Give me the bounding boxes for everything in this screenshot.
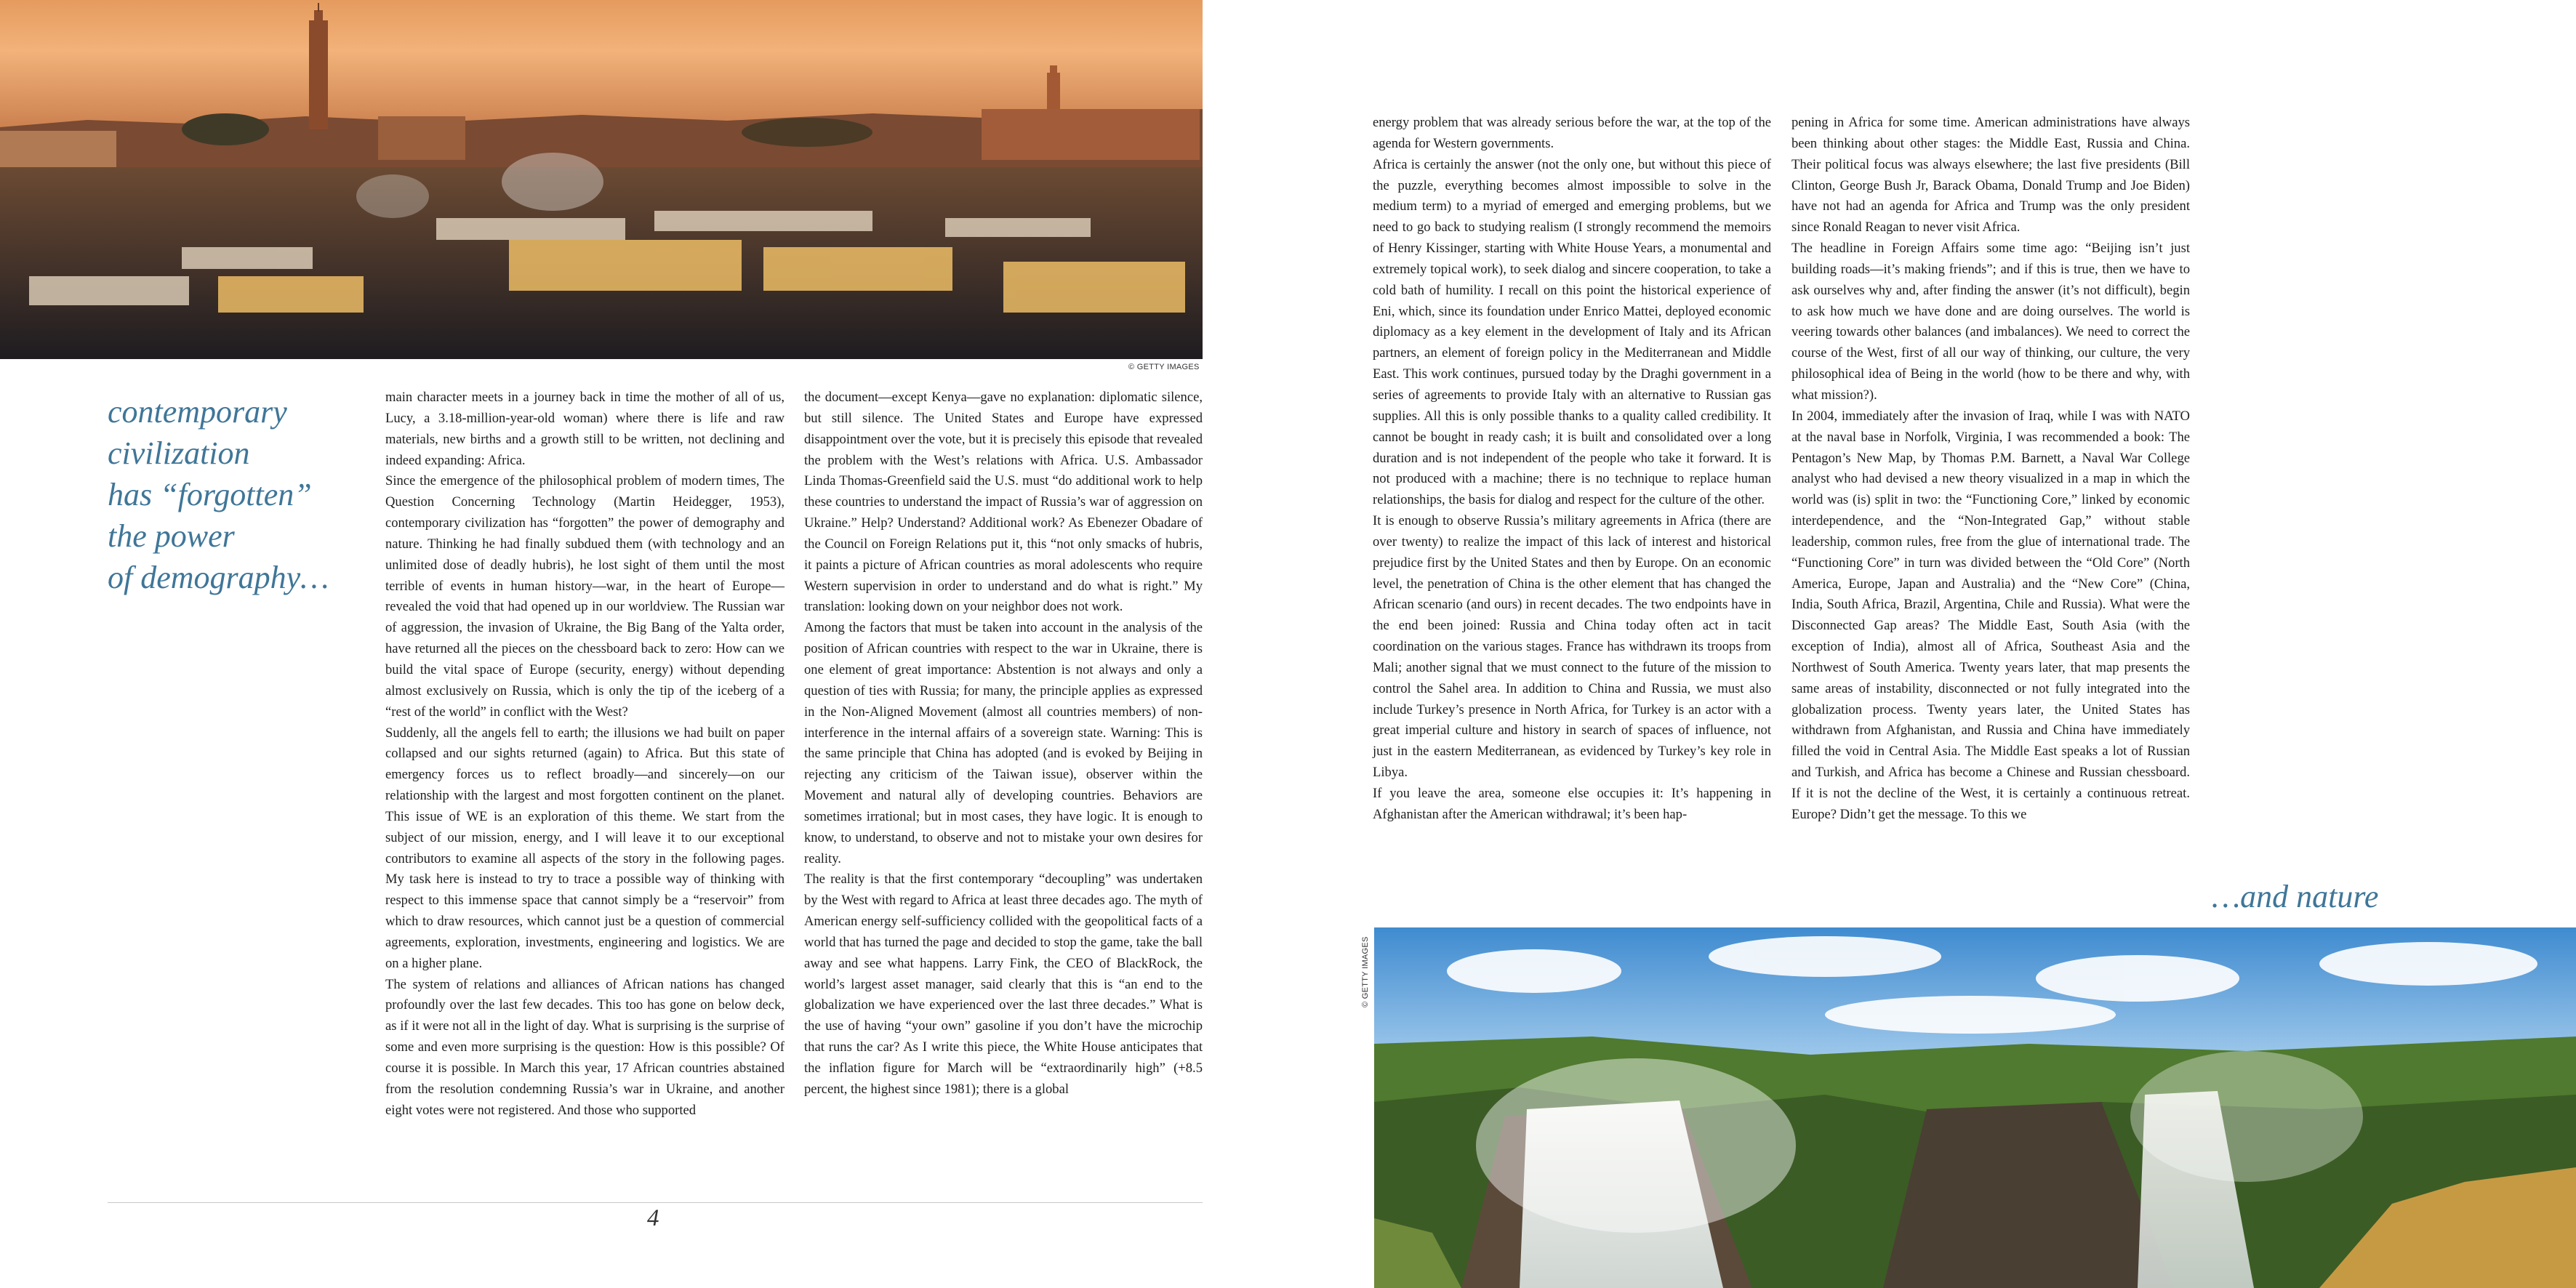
page-number: 4 — [647, 1205, 659, 1231]
pull-quote-nature: …and nature — [2212, 879, 2379, 914]
paragraph: main character meets in a journey back in time the mother of all of us, Lucy, a 3.18-million-year-old woman) where there is life and raw materials, new births and a growth still to be written, not declining and indeed expanding: Africa. — [385, 390, 785, 468]
paragraph: In 2004, immediately after the invasion of Iraq, while I was with NATO at the naval base in Norfolk, Virginia, I was recommended a book: The Pentagon’s New Map, by Thomas P.M. Barnett, a Naval War College analyst who had devised a new theory visualized in a map in which the world was (is) split in two: the “Functioning Core,” linked by economic interdependence, and the “Non-Integrated Gap,” without stable leadership, common rules, free from the glue of international trade. The “Functioning Core” in turn was divided between the “Old Core” (North America, Europe, Japan and Australia) and the “New Core” (China, India, South Africa, Brazil, Argentina, Chile and Russia). What were the Disconnected Gap areas? The Middle East, South Asia (with the exception of India), almost all of Africa, Southeast Asia and the Northwest of South America. Twenty years later, that map presents the same areas of instability, disconnected or not fully integrated into the globalization process. Twenty years later, the United States has withdrawn from Afghanistan, and Russia and China have immediately filled the void in Central Asia. The Middle East speaks a lot of Russian and Turkish, and Africa has become a Chinese and Russian chessboard. If it is not the decline of the West, it is certainly a continuous retreat. Europe? Didn’t get the message. To this we — [1791, 408, 2190, 822]
paragraph: The headline in Foreign Affairs some time ago: “Beijing isn’t just building roads—it’s making friends”; and if this is true, then we have to ask ourselves why and, after finding the answer (it’s not difficult), begin to ask how much we have done and are doing ourselves. The world is veering towards other balances (and imbalances). We need to correct the course of the West, first of all our way of thinking, our culture, the very philosophical idea of Being in the world (how to be there and why, with what mission?). — [1791, 241, 2190, 403]
text-column-1 — [385, 387, 785, 1122]
pull-quote-demography — [108, 391, 329, 598]
text-column-2 — [804, 387, 1203, 1100]
pull-quote-line: civilization — [108, 435, 250, 471]
marrakech-square-photo — [0, 0, 1203, 359]
paragraph: pening in Africa for some time. American administrations have always been thinking about other stages: the Middle East, Russia and China. Their political focus was always elsewhere; the last five presidents (Bill Clinton, George Bush Jr, Barack Obama, Donald Trump and Joe Biden) have not had an agenda for Africa and Trump was the only president since Ronald Reagan to never visit Africa. — [1791, 115, 2190, 236]
footer-rule — [108, 1202, 1203, 1203]
paragraph: The system of relations and alliances of African nations has changed profoundly over the last few decades. This too has gone on below deck, as if it were not all in the light of day. What is surprising is the surprise of some and even more surprising is the question: How is this possible? Of course it is possible. In March this year, 17 African countries abstained from the resolution condemning Russia’s war in Ukraine, and another eight votes were not registered. And those who supported — [385, 976, 785, 1118]
paragraph: Since the emergence of the philosophical problem of modern times, The Question Concerning Technology (Martin Heidegger, 1953), contemporary civilization has “forgotten” the power of demography and nature. Thinking he had finally subdued them (with technology and an unlimited dose of deadly hubris), he lost sight of them until the most terrible of events in human history—war, in the heart of Europe—revealed the void that had opened up in our worldview. The Russian war of aggression, the invasion of Ukraine, the Big Bang of the Yalta order, have returned all the pieces on the chessboard back to zero: How can we build the vital space of Europe (security, energy) without depending almost exclusively on Russia, which is only the tip of the iceberg of a “rest of the world” in conflict with the West? — [385, 473, 785, 720]
paragraph: The reality is that the first contemporary “decoupling” was undertaken by the West with regard to Africa at least three decades ago. The myth of American energy self-sufficiency collided with the geopolitical facts of a world that has turned the page and decided to stop the game, take the ball away and see what happens. Larry Fink, the CEO of BlackRock, the world’s largest asset manager, said clearly that this is “an end to the globalization we have experienced over the last three decades.” What is the use of having “your own” gasoline if you don’t have the microchip that runs the car? As I write this piece, the White House anticipates that the inflation figure for March will be “extraordinarily high” (+8.5 percent, the highest since 1981); there is a global — [804, 872, 1203, 1097]
paragraph: Africa is certainly the answer (not the only one, but without this piece of the puzzle, everything becomes almost impossible to solve in the medium term) to a myriad of emerged and emerging problems, but we need to go back to studying realism (I strongly recommend the memoirs of Henry Kissinger, starting with White House Years, a monumental and extremely topical work), to seek dialog and sincere cooperation, to take a cold bath of humility. I recall on this point the historical experience of Eni, which, since its foundation under Enrico Mattei, deployed economic diplomacy as a key element in the development of Italy and its African partners, an element of foreign policy in the Mediterranean and Middle East. This work continues, pursued today by the Draghi government in a series of agreements to provide Italy with an alternative to Russian gas supplies. All this is only possible thanks to a quality called credibility. It cannot be bought in ready cash; it is built and consolidated over a long duration and is not independent of the people who take it forward. It is not produced with a machine; there is no technique to replace human relationships, the basis for dialog and respect for the culture of the other. — [1373, 156, 1771, 508]
text-column-4 — [1791, 113, 2190, 826]
pull-quote-line: the power — [108, 518, 235, 554]
pull-quote-line: has “forgotten” — [108, 477, 312, 512]
paragraph: Suddenly, all the angels fell to earth; the illusions we had built on paper collapsed and our sights returned (again) to Africa. But this state of emergency forces us to reflect broadly—and sincerely—on our relationship with the largest and most forgotten continent on the planet. This issue of WE is an exploration of this theme. We start from the subject of our mission, energy, and I will leave it to our exceptional contributors to examine all aspects of the story in the following pages. My task here is instead to try to trace a possible way of thinking with respect to this immense space that cannot simply be a “reservoir” from which to draw resources, which cannot just be a question of commercial agreements, exploration, investments, engineering and logistics. We are on a higher plane. — [385, 725, 785, 971]
photo-credit: © GETTY IMAGES — [1128, 363, 1200, 371]
pull-quote-line: of demography… — [108, 560, 329, 595]
paragraph: the document—except Kenya—gave no explanation: diplomatic silence, but still silence. The United States and Europe have expressed disappointment over the vote, but it is precisely this episode that revealed the problem with the West’s relations with Africa. U.S. Ambassador Linda Thomas-Greenfield said the U.S. must “do additional work to help these countries to understand the impact of Russia’s war of aggression on Ukraine.” Help? Understand? Additional work? As Ebenezer Obadare of the Council on Foreign Relations put it, this “not only smacks of hubris, it paints a picture of African countries as moral adolescents who require Western supervision in order to understand and do what is right.” My translation: looking down on your neighbor does not work. — [804, 390, 1203, 615]
photo-credit: © GETTY IMAGES — [1361, 936, 1370, 1007]
marrakech-square-illustration — [0, 0, 1203, 359]
pull-quote-line: contemporary — [108, 394, 287, 430]
waterfall-photo — [1374, 927, 2576, 1288]
text-column-3 — [1373, 113, 1771, 826]
waterfall-illustration — [1374, 927, 2576, 1288]
paragraph: energy problem that was already serious before the war, at the top of the agenda for Western governments. — [1373, 115, 1771, 151]
paragraph: If you leave the area, someone else occupies it: It’s happening in Afghanistan after the American withdrawal; it’s been hap- — [1373, 786, 1771, 822]
paragraph: It is enough to observe Russia’s military agreements in Africa (there are over twenty) to realize the impact of this lack of interest and historical prejudice first by the United States and then by Europe. On an economic level, the penetration of China is the other element that has changed the African scenario (and ours) in recent decades. The two endpoints have in the end been joined: Russia and China today often act in tacit coordination on the various stages. France has withdrawn its troops from Mali; another signal that we must connect to the future of the mission to control the Sahel area. In addition to China and Russia, we must also include Turkey’s presence in North Africa, for Turkey is an actor with a great imperial culture and history in search of spaces of influence, not just in the eastern Mediterranean, as evidenced by Turkey’s key role in Libya. — [1373, 513, 1771, 781]
paragraph: Among the factors that must be taken into account in the analysis of the position of African countries with respect to the war in Ukraine, there is one element of great importance: Abstention is not always and only a question of ties with Russia; for many, the principle applies as expressed in the Non-Aligned Movement (almost all countries members) of non-interference in the internal affairs of a sovereign state. Warning: This is the same principle that China has adopted (and is evoked by Beijing in rejecting any criticism of the Taiwan issue), observer within the Movement and natural ally of developing countries. Behaviors are sometimes irrational; but in most cases, they have logic. It is enough to know, to understand, to observe and not to mistake your own desires for reality. — [804, 620, 1203, 866]
